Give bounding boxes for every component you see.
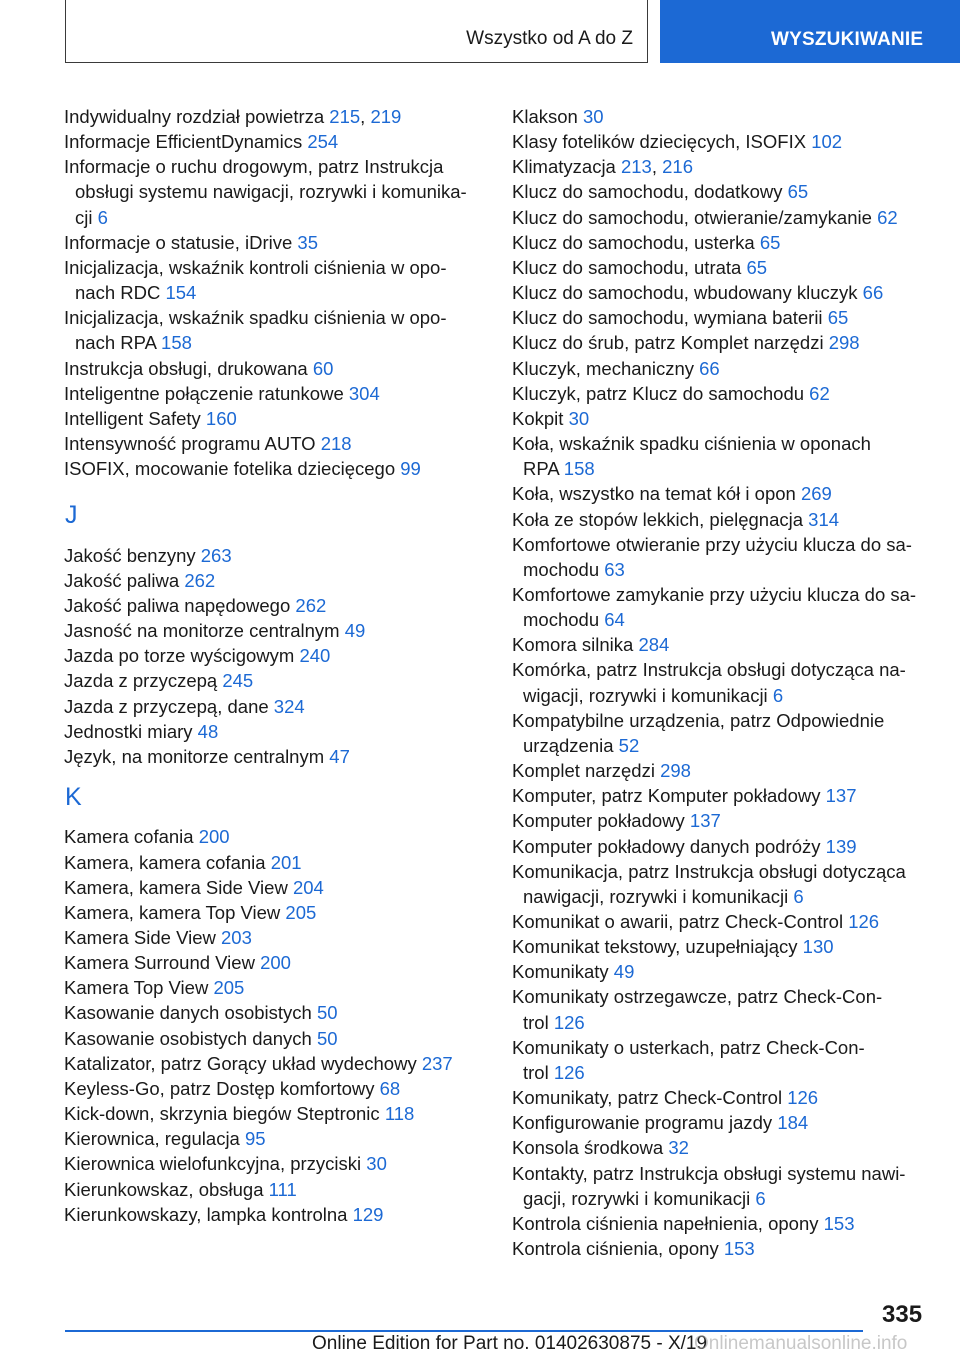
page-link[interactable]: 254: [307, 131, 339, 153]
section-letter: K: [65, 782, 82, 811]
entry-text: Intelligent Safety: [64, 407, 206, 429]
entry-text: Jednostki miary: [64, 720, 198, 742]
entry-text: Informacje o ruchu drogowym, patrz Instrukcja: [64, 156, 444, 178]
entry-text: Klucz do samochodu, wymiana baterii: [512, 307, 828, 329]
entry-text: Jazda z przyczepą: [64, 670, 223, 692]
index-entry: [64, 925, 484, 950]
entry-text: Informacje EfficientDynamics: [64, 131, 308, 153]
index-entry: [512, 356, 932, 381]
page-link[interactable]: 298: [828, 332, 860, 354]
header-section-tab[interactable]: [65, 0, 648, 63]
index-entry: [64, 1177, 484, 1202]
index-entry: [512, 154, 932, 179]
index-entry: [512, 632, 932, 657]
entry-text: Kluczyk, patrz Klucz do samochodu: [512, 382, 810, 404]
entry-text: mochodu: [523, 609, 605, 631]
entry-text: Kluczyk, mechaniczny: [512, 357, 700, 379]
entry-text: urządzenia: [523, 734, 619, 756]
header-section-title: Wszystko od A do Z: [466, 28, 633, 49]
entry-text: gacji, rozrywki i komunikacji: [523, 1187, 756, 1209]
index-entry: [64, 850, 484, 875]
page-link[interactable]: 63: [604, 558, 625, 580]
entry-text: nach RPA: [75, 332, 162, 354]
entry-text: Konsola środkowa: [512, 1137, 669, 1159]
index-entry: [64, 975, 484, 1000]
index-entry: [64, 1126, 484, 1151]
page-link[interactable]: 68: [379, 1077, 401, 1099]
page-link[interactable]: 6: [772, 684, 784, 706]
page-link[interactable]: 205: [285, 901, 317, 923]
index-entry: [512, 381, 932, 406]
page-link[interactable]: 237: [421, 1052, 453, 1074]
entry-text: Kierunkowskazy, lampka kontrolna: [64, 1203, 353, 1225]
page-link[interactable]: 50: [316, 1002, 338, 1024]
index-entry: [64, 824, 484, 849]
page-link[interactable]: 218: [320, 433, 352, 455]
page-link[interactable]: 213: [620, 156, 652, 178]
index-entry: [512, 909, 932, 934]
index-entry: [512, 1135, 932, 1160]
footer-rule: [65, 1330, 863, 1332]
index-entry: [512, 708, 932, 758]
page-link[interactable]: 219: [370, 106, 402, 127]
page-link[interactable]: 66: [699, 357, 720, 379]
entry-text: Jakość benzyny: [64, 544, 201, 566]
index-entry: [512, 255, 932, 280]
page-link[interactable]: 158: [161, 332, 192, 354]
entry-text: Klasy fotelików dziecięcych, ISOFIX: [512, 131, 812, 153]
page-link[interactable]: 203: [221, 926, 252, 948]
index-entry: [64, 593, 484, 618]
page-link[interactable]: 50: [316, 1027, 338, 1049]
page-link[interactable]: 284: [638, 634, 670, 656]
entry-text: Komfortowe zamykanie przy użyciu klucza do sa-: [512, 583, 917, 605]
page-link[interactable]: 314: [808, 508, 840, 530]
page-number: 335: [882, 1301, 923, 1328]
page-link[interactable]: 65: [787, 181, 809, 203]
index-entry: [512, 406, 932, 431]
page-link[interactable]: 32: [668, 1137, 689, 1159]
entry-text: Klucz do samochodu, dodatkowy: [512, 181, 788, 203]
entry-text: Komórka, patrz Instrukcja obsługi dotycząca na-: [512, 659, 906, 681]
page-link[interactable]: 139: [825, 835, 857, 857]
page-link[interactable]: 201: [270, 851, 302, 873]
entry-text: Koła, wskaźnik spadku ciśnienia w oponach: [512, 433, 871, 455]
page-link[interactable]: 6: [755, 1187, 766, 1209]
page-link[interactable]: 245: [222, 670, 254, 692]
entry-text: Inicjalizacja, wskaźnik spadku ciśnienia w opo-: [64, 307, 447, 329]
entry-text: Komfortowe otwieranie przy użyciu klucza do sa-: [512, 533, 912, 555]
index-entry: [64, 875, 484, 900]
entry-text: Koła ze stopów lekkich, pielęgnacja: [512, 508, 809, 530]
index-column-right: [512, 104, 932, 1261]
index-entry: [512, 984, 932, 1034]
entry-text: Komunikat o awarii, patrz Check-Control: [512, 911, 849, 932]
entry-text: Klakson: [512, 106, 583, 127]
page-link[interactable]: 205: [213, 977, 245, 999]
page-link[interactable]: 95: [244, 1128, 266, 1150]
index-entry: [512, 129, 932, 154]
entry-text: Jazda z przyczepą, dane: [64, 695, 274, 717]
page-link[interactable]: 30: [568, 407, 590, 429]
index-entry: [512, 834, 932, 859]
entry-text: RPA: [523, 458, 564, 480]
entry-text: Informacje o statusie, iDrive: [64, 231, 298, 253]
index-entry: [64, 950, 484, 975]
page-ref-separator: ,: [360, 106, 371, 127]
index-entry: [512, 532, 932, 582]
entry-text: Kontakty, patrz Instrukcja obsługi systemu nawi-: [512, 1162, 906, 1184]
index-entry: [512, 657, 932, 707]
entry-text: Inicjalizacja, wskaźnik kontroli ciśnienia w opo-: [64, 256, 447, 278]
index-entry: [512, 808, 932, 833]
page-link[interactable]: 304: [348, 382, 380, 404]
index-entry: [512, 1211, 932, 1236]
index-entry: [64, 1000, 484, 1025]
entry-text: Kierunkowskaz, obsługa: [64, 1178, 269, 1200]
index-entry: [64, 154, 484, 229]
index-entry: [512, 305, 932, 330]
index-entry: [64, 1101, 484, 1126]
search-button-label: WYSZUKIWANIE: [771, 29, 924, 50]
entry-text: Komputer pokładowy: [512, 810, 690, 832]
index-entry: [64, 568, 484, 593]
page-link[interactable]: 49: [613, 961, 635, 983]
page-link[interactable]: 240: [299, 645, 331, 667]
page-link[interactable]: 137: [689, 810, 721, 832]
page-link[interactable]: 324: [273, 695, 305, 717]
index-entry: [512, 1110, 932, 1135]
page-link[interactable]: 48: [197, 720, 219, 742]
section-letter: J: [65, 500, 78, 529]
page-link[interactable]: 130: [802, 936, 834, 958]
page-link[interactable]: 52: [618, 734, 640, 756]
page-link[interactable]: 126: [787, 1087, 819, 1109]
entry-text: Koła, wszystko na temat kół i opon: [512, 483, 801, 505]
index-entry: [512, 481, 932, 506]
entry-text: Konfigurowanie programu jazdy: [512, 1112, 778, 1134]
index-entry: [64, 694, 484, 719]
page-link[interactable]: 129: [352, 1203, 384, 1225]
index-entry: [64, 668, 484, 693]
index-entry: [512, 859, 932, 909]
watermark-logo: Onlinemanualsonline.info: [694, 1333, 908, 1354]
page-link[interactable]: 184: [777, 1112, 809, 1134]
entry-text: Kasowanie osobistych danych: [64, 1027, 317, 1049]
page-link[interactable]: 30: [366, 1153, 387, 1175]
edition-text: Online Edition for Part no. 01402630875 - X/19: [312, 1333, 708, 1354]
page-link[interactable]: 269: [800, 483, 832, 505]
entry-text: Komunikaty, patrz Check-Control: [512, 1087, 788, 1109]
page-link[interactable]: 215: [329, 106, 361, 127]
entry-text: cji: [75, 206, 98, 228]
page-link[interactable]: 65: [746, 256, 768, 278]
entry-text: trol: [523, 1061, 554, 1083]
entry-text: nawigacji, rozrywki i komunikacji: [523, 885, 794, 907]
entry-text: Jakość paliwa napędowego: [64, 594, 296, 616]
index-entry: [64, 1202, 484, 1227]
index-entry: [64, 431, 484, 456]
page-link[interactable]: 111: [268, 1178, 297, 1200]
page-link[interactable]: 62: [877, 206, 898, 228]
page-link[interactable]: 49: [344, 620, 366, 642]
index-entry: [512, 1085, 932, 1110]
entry-text: Komputer pokładowy danych podróży: [512, 835, 826, 857]
index-entry: [64, 255, 484, 305]
entry-text: Jazda po torze wyścigowym: [64, 645, 300, 667]
entry-text: Kamera, kamera Top View: [64, 901, 286, 923]
page-link[interactable]: 153: [823, 1212, 855, 1234]
entry-text: Język, na monitorze centralnym: [64, 745, 330, 767]
entry-text: Kick-down, skrzynia biegów Steptronic: [64, 1103, 385, 1125]
entry-text: Kokpit: [512, 407, 569, 429]
entry-text: Kontrola ciśnienia napełnienia, opony: [512, 1212, 824, 1234]
index-entry: [512, 959, 932, 984]
page-link[interactable]: 262: [295, 594, 327, 616]
index-entry: [64, 618, 484, 643]
entry-text: Kierownica wielofunkcyjna, przyciski: [64, 1153, 367, 1175]
page-link[interactable]: 298: [660, 760, 691, 782]
index-entry: [64, 456, 484, 481]
entry-text: Indywidualny rozdział powietrza: [64, 106, 330, 127]
entry-text: Kamera Side View: [64, 926, 221, 948]
index-entry: [512, 507, 932, 532]
page-link[interactable]: 118: [384, 1103, 415, 1125]
page-link[interactable]: 262: [184, 569, 216, 591]
index-entry: [512, 179, 932, 204]
entry-text: Kamera Top View: [64, 977, 214, 999]
page-ref-separator: ,: [651, 156, 663, 178]
entry-text: Intensywność programu AUTO: [64, 433, 321, 455]
entry-text: Klucz do samochodu, usterka: [512, 231, 760, 253]
page-link[interactable]: 102: [811, 131, 843, 153]
entry-text: Kamera, kamera Side View: [64, 876, 293, 898]
index-entry: [512, 783, 932, 808]
index-entry: [64, 356, 484, 381]
page-link[interactable]: 137: [825, 785, 857, 807]
entry-text: Klucz do samochodu, wbudowany kluczyk: [512, 282, 863, 304]
index-entry: [64, 1076, 484, 1101]
index-entry: [64, 1051, 484, 1076]
entry-text: Klucz do samochodu, otwieranie/zamykanie: [512, 206, 878, 228]
index-entry: [64, 104, 484, 129]
entry-text: Komplet narzędzi: [512, 760, 661, 782]
index-entry: [512, 230, 932, 255]
entry-text: Komunikat tekstowy, uzupełniający: [512, 936, 803, 958]
entry-text: Jasność na monitorze centralnym: [64, 620, 345, 642]
index-entry: [64, 744, 484, 769]
entry-text: obsługi systemu nawigacji, rozrywki i komunika-: [75, 181, 467, 203]
page-link[interactable]: 66: [862, 282, 884, 304]
index-column-left: [64, 104, 484, 1227]
page-link[interactable]: 30: [582, 106, 604, 127]
page-link[interactable]: 47: [329, 745, 350, 767]
entry-text: mochodu: [523, 558, 605, 580]
page-link[interactable]: 216: [662, 156, 694, 178]
entry-text: Komunikacja, patrz Instrukcja obsługi dotycząca: [512, 860, 906, 882]
page-link[interactable]: 160: [205, 407, 237, 429]
index-entry: [64, 900, 484, 925]
search-button[interactable]: [660, 0, 960, 63]
page-link[interactable]: 126: [553, 1011, 585, 1033]
page-link[interactable]: 204: [292, 876, 324, 898]
index-entry: [64, 719, 484, 744]
entry-text: Katalizator, patrz Gorący układ wydechowy: [64, 1052, 422, 1074]
entry-text: wigacji, rozrywki i komunikacji: [523, 684, 773, 706]
page-link[interactable]: 99: [400, 458, 421, 480]
entry-text: trol: [523, 1011, 554, 1033]
entry-text: Kontrola ciśnienia, opony: [512, 1238, 724, 1260]
index-entry: [512, 758, 932, 783]
page-link[interactable]: 200: [260, 952, 291, 974]
entry-text: Instrukcja obsługi, drukowana: [64, 357, 313, 379]
index-entry: [512, 431, 932, 481]
entry-text: nach RDC: [75, 282, 166, 304]
page-link[interactable]: 158: [563, 458, 595, 480]
page-link[interactable]: 153: [723, 1238, 755, 1260]
entry-text: Komora silnika: [512, 634, 639, 656]
entry-text: Komunikaty: [512, 961, 614, 983]
page-link[interactable]: 65: [827, 307, 849, 329]
entry-text: Jakość paliwa: [64, 569, 185, 591]
entry-text: Klucz do śrub, patrz Komplet narzędzi: [512, 332, 829, 354]
index-entry: [512, 582, 932, 632]
index-entry: [512, 1236, 932, 1261]
index-entry: [512, 205, 932, 230]
index-entry: [64, 305, 484, 355]
page-link[interactable]: 60: [312, 357, 334, 379]
page-link[interactable]: 154: [165, 282, 197, 304]
index-entry: [64, 129, 484, 154]
index-entry: [64, 543, 484, 568]
page-link[interactable]: 200: [198, 826, 230, 848]
page-link[interactable]: 126: [553, 1061, 585, 1083]
entry-text: Kompatybilne urządzenia, patrz Odpowiednie: [512, 709, 885, 731]
index-entry: [64, 381, 484, 406]
index-entry: [64, 1151, 484, 1176]
page-link[interactable]: 126: [848, 911, 880, 932]
page-link[interactable]: 65: [759, 231, 781, 253]
index-entry: [64, 643, 484, 668]
index-entry: [64, 406, 484, 431]
entry-text: Kamera, kamera cofania: [64, 851, 271, 873]
entry-text: ISOFIX, mocowanie fotelika dziecięcego: [64, 458, 401, 480]
index-entry: [512, 330, 932, 355]
index-entry: [512, 1161, 932, 1211]
index-entry: [512, 1035, 932, 1085]
page-link[interactable]: 6: [97, 206, 108, 228]
entry-text: Kamera cofania: [64, 826, 199, 848]
entry-text: Klucz do samochodu, utrata: [512, 256, 747, 278]
page-link[interactable]: 35: [297, 231, 318, 253]
index-entry: [64, 230, 484, 255]
page-link[interactable]: 64: [604, 609, 625, 631]
entry-text: Keyless-Go, patrz Dostęp komfortowy: [64, 1077, 380, 1099]
index-entry: [64, 1026, 484, 1051]
page-link[interactable]: 6: [793, 885, 804, 907]
page-link[interactable]: 62: [809, 382, 830, 404]
entry-text: Kasowanie danych osobistych: [64, 1002, 317, 1024]
entry-text: Komunikaty o usterkach, patrz Check-Con-: [512, 1036, 865, 1058]
index-entry: [512, 104, 932, 129]
entry-text: Inteligentne połączenie ratunkowe: [64, 382, 349, 404]
entry-text: Komunikaty ostrzegawcze, patrz Check-Con-: [512, 986, 883, 1008]
entry-text: Komputer, patrz Komputer pokładowy: [512, 785, 826, 807]
entry-text: Kierownica, regulacja: [64, 1128, 245, 1150]
entry-text: Kamera Surround View: [64, 952, 261, 974]
page-link[interactable]: 263: [200, 544, 232, 566]
index-entry: [512, 280, 932, 305]
index-entry: [512, 934, 932, 959]
entry-text: Klimatyzacja: [512, 156, 621, 178]
